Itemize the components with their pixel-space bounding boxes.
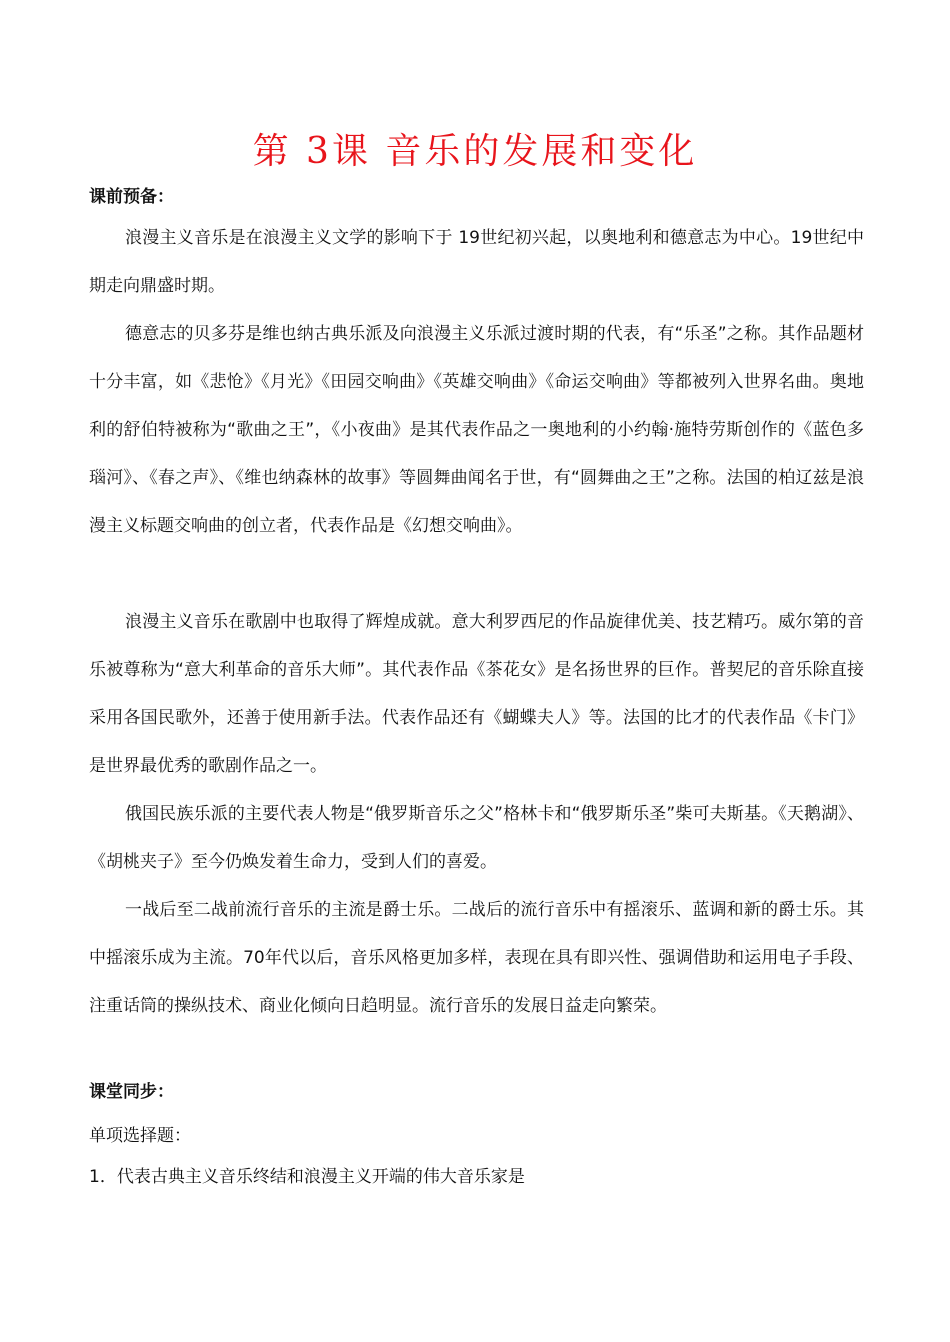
page-title: 第 3课 音乐的发展和变化 [252,131,698,172]
paragraph-pop-music: 一战后至二战前流行音乐的主流是爵士乐。二战后的流行音乐中有摇滚乐、蓝调和新的爵士乐。其中摇滚乐成为主流。70年代以后，音乐风格更加多样，表现在具有即兴性、强调借助和运用电子手段、注重话筒的操纵技术、商业化倾向日趋明显。流行音乐的发展日益走向繁荣。 [89,900,864,1016]
question-1: 1．代表古典主义音乐终结和浪漫主义开端的伟大音乐家是 [89,1167,525,1187]
paragraph-opera: 浪漫主义音乐在歌剧中也取得了辉煌成就。意大利罗西尼的作品旋律优美、技艺精巧。威尔第的音乐被尊称为“意大利革命的音乐大师”。其代表作品《茶花女》是名扬世界的巨作。普契尼的音乐除直接采用各国民歌外，还善于使用新手法。代表作品还有《蝴蝶夫人》等。法国的比才的代表作品《卡门》是世界最优秀的歌剧作品之一。 [89,612,864,776]
paragraph-romanticism-intro: 浪漫主义音乐是在浪漫主义文学的影响下于 19世纪初兴起，以奥地利和德意志为中心。19世纪中期走向鼎盛时期。 [89,228,864,296]
in-class-heading: 课堂同步： [89,1082,174,1102]
choice-questions-label: 单项选择题： [89,1126,191,1146]
paragraph-russian-school: 俄国民族乐派的主要代表人物是“俄罗斯音乐之父”格林卡和“俄罗斯乐圣”柴可夫斯基。《天鹅湖》、《胡桃夹子》至今仍焕发着生命力，受到人们的喜爱。 [89,804,864,872]
paragraph-composers: 德意志的贝多芬是维也纳古典乐派及向浪漫主义乐派过渡时期的代表，有“乐圣”之称。其作品题材十分丰富，如《悲怆》《月光》《田园交响曲》《英雄交响曲》《命运交响曲》等都被列入世界名曲。奥地利的舒伯特被称为“歌曲之王”，《小夜曲》是其代表作品之一奥地利的小约翰·施特劳斯创作的《蓝色多瑙河》、《春之声》、《维也纳森林的故事》等圆舞曲闻名于世，有“圆舞曲之王”之称。法国的柏辽兹是浪漫主义标题交响曲的创立者，代表作品是《幻想交响曲》。 [89,324,864,536]
pre-class-heading: 课前预备： [89,187,174,207]
